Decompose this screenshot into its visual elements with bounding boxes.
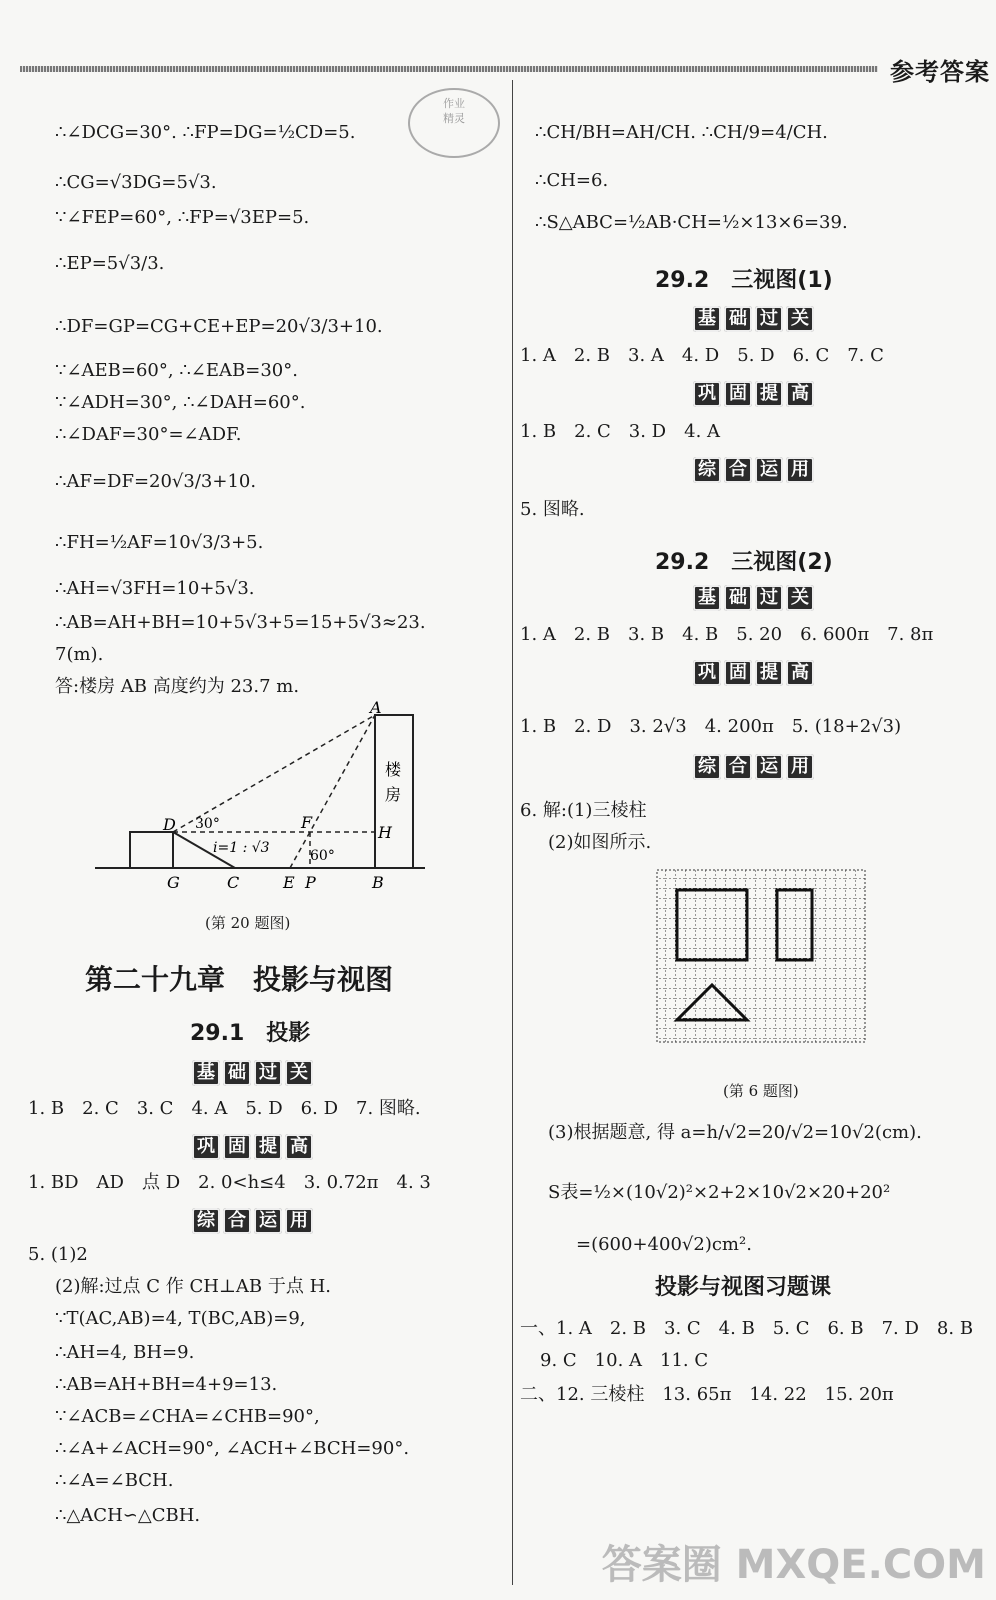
- right-top-line-3: ∴S△ABC=½AB·CH=½×13×6=39.: [535, 212, 848, 233]
- fig20-label-A: A: [370, 698, 382, 717]
- fig20-label-B: B: [372, 873, 384, 892]
- badge-basic-r1: 基 础 过 关: [693, 306, 814, 332]
- left-apply-line-9: ∴△ACH∽△CBH.: [55, 1505, 201, 1526]
- figure-6: [655, 868, 870, 1048]
- r2-apply-line-1: 6. 解:(1)三棱柱: [520, 800, 647, 821]
- left-apply-line-5: ∴AB=AH+BH=4+9=13.: [55, 1374, 278, 1395]
- left-line-4: ∴EP=5√3/3.: [55, 253, 165, 274]
- left-line-1: ∴∠DCG=30°. ∴FP=DG=½CD=5.: [55, 122, 356, 143]
- review-line-3: 二、12. 三棱柱 13. 65π 14. 22 15. 20π: [520, 1384, 894, 1405]
- fig20-label-F: F: [301, 813, 313, 832]
- left-line-12: ∴AB=AH+BH=10+5√3+5=15+5√3≈23.: [55, 612, 426, 633]
- fig20-label-P: P: [305, 873, 316, 892]
- left-basic-answers: 1. B 2. C 3. C 4. A 5. D 6. D 7. 图略.: [28, 1098, 421, 1119]
- fig20-building-1: 楼: [385, 760, 402, 779]
- left-line-7: ∵∠ADH=30°, ∴∠DAH=60°.: [55, 392, 306, 413]
- badge-basic-r2: 基 础 过 关: [693, 585, 814, 611]
- badge-improve-left: 巩 固 提 高: [192, 1134, 313, 1160]
- left-line-3: ∵∠FEP=60°, ∴FP=√3EP=5.: [55, 207, 310, 228]
- left-apply-line-1: 5. (1)2: [28, 1244, 88, 1265]
- fig20-slope: i=1 : √3: [213, 840, 270, 856]
- fig20-building-2: 房: [385, 785, 402, 804]
- badge-improve-r2: 巩 固 提 高: [693, 660, 814, 686]
- left-line-8: ∴∠DAF=30°=∠ADF.: [55, 424, 242, 445]
- left-line-5: ∴DF=GP=CG+CE+EP=20√3/3+10.: [55, 316, 383, 337]
- left-improve-answers: 1. BD AD 点 D 2. 0<h≤4 3. 0.72π 4. 3: [28, 1172, 431, 1193]
- fig20-angle-30: 30°: [195, 816, 220, 832]
- stamp-line1: 作业: [443, 97, 465, 110]
- badge-apply-r2: 综 合 运 用: [693, 754, 814, 780]
- figure-20: [95, 698, 435, 910]
- stamp-line2: 精灵: [443, 112, 465, 125]
- left-line-6: ∵∠AEB=60°, ∴∠EAB=30°.: [55, 360, 298, 381]
- left-line-11: ∴AH=√3FH=10+5√3.: [55, 578, 255, 599]
- badge-basic-left: 基 础 过 关: [192, 1060, 313, 1086]
- fig20-label-E: E: [283, 873, 295, 892]
- r2-tail-line-2: S表=½×(10√2)²×2+2×10√2×20+20²: [548, 1182, 891, 1203]
- badge-apply-left: 综 合 运 用: [192, 1208, 313, 1234]
- column-divider: [512, 80, 513, 1585]
- r2-improve-answers: 1. B 2. D 3. 2√3 4. 200π 5. (18+2√3): [520, 716, 902, 737]
- r1-improve-answers: 1. B 2. C 3. D 4. A: [520, 421, 721, 442]
- fig20-label-G: G: [167, 873, 180, 892]
- left-apply-line-8: ∴∠A=∠BCH.: [55, 1470, 174, 1491]
- left-apply-line-3: ∵T(AC,AB)=4, T(BC,AB)=9,: [55, 1308, 306, 1329]
- left-apply-line-7: ∴∠A+∠ACH=90°, ∠ACH+∠BCH=90°.: [55, 1438, 410, 1459]
- left-line-10: ∴FH=½AF=10√3/3+5.: [55, 532, 264, 553]
- r1-apply-answers: 5. 图略.: [520, 499, 585, 520]
- watermark: 答案圈 MXQE.COM: [601, 1542, 986, 1588]
- left-line-9: ∴AF=DF=20√3/3+10.: [55, 471, 257, 492]
- r2-basic-answers: 1. A 2. B 3. B 4. B 5. 20 6. 600π 7. 8π: [520, 624, 934, 645]
- badge-apply-r1: 综 合 运 用: [693, 457, 814, 483]
- right-top-line-1: ∴CH/BH=AH/CH. ∴CH/9=4/CH.: [535, 122, 828, 143]
- left-apply-line-2: (2)解:过点 C 作 CH⊥AB 于点 H.: [55, 1276, 331, 1297]
- chapter-title: 第二十九章 投影与视图: [85, 963, 394, 996]
- header-rule: [20, 66, 878, 72]
- section-29-2-1: 29.2 三视图(1): [655, 268, 833, 293]
- review-title: 投影与视图习题课: [655, 1275, 832, 1300]
- fig20-caption: (第 20 题图): [205, 914, 291, 932]
- badge-improve-r1: 巩 固 提 高: [693, 381, 814, 407]
- r2-tail-line-3: =(600+400√2)cm².: [576, 1234, 752, 1255]
- right-top-line-2: ∴CH=6.: [535, 170, 609, 191]
- r2-apply-line-2: (2)如图所示.: [548, 832, 652, 853]
- fig20-label-D: D: [163, 815, 176, 834]
- left-line-14: 答:楼房 AB 高度约为 23.7 m.: [55, 676, 300, 697]
- header-title: 参考答案: [890, 58, 990, 86]
- section-29-2-2: 29.2 三视图(2): [655, 550, 833, 575]
- left-line-13: 7(m).: [55, 644, 104, 665]
- fig20-angle-60: 60°: [310, 848, 335, 864]
- stamp: [408, 88, 500, 158]
- r2-tail-line-1: (3)根据题意, 得 a=h/√2=20/√2=10√2(cm).: [548, 1122, 922, 1143]
- fig20-label-C: C: [227, 873, 240, 892]
- fig20-label-H: H: [378, 823, 392, 842]
- review-line-1: 一、1. A 2. B 3. C 4. B 5. C 6. B 7. D 8. B: [520, 1318, 974, 1339]
- review-line-2: 9. C 10. A 11. C: [540, 1350, 709, 1371]
- left-apply-line-6: ∵∠ACB=∠CHA=∠CHB=90°,: [55, 1406, 320, 1427]
- left-apply-line-4: ∴AH=4, BH=9.: [55, 1342, 195, 1363]
- section-29-1: 29.1 投影: [190, 1021, 311, 1046]
- fig6-caption: (第 6 题图): [723, 1082, 799, 1100]
- left-line-2: ∴CG=√3DG=5√3.: [55, 172, 217, 193]
- r1-basic-answers: 1. A 2. B 3. A 4. D 5. D 6. C 7. C: [520, 345, 884, 366]
